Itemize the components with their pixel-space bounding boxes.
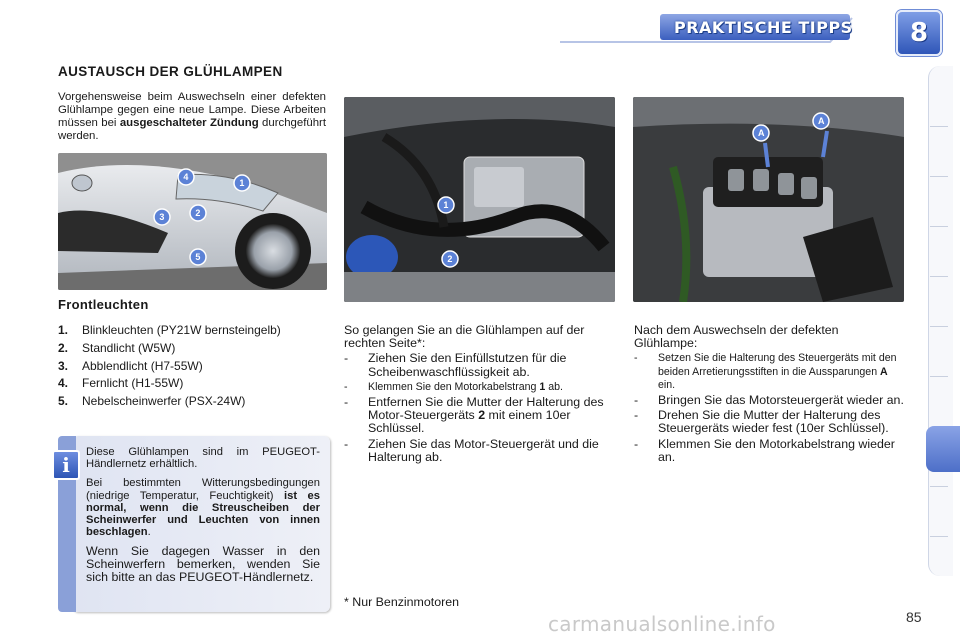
frontleuchten-title: Frontleuchten <box>58 297 149 312</box>
middle-steps <box>344 352 616 464</box>
step-item: - Klemmen Sie den Motorkabelstrang 1 ab. <box>344 380 563 393</box>
lamp-number: 3. <box>58 358 69 373</box>
svg-text:4: 4 <box>183 172 189 183</box>
info-paragraph-1: Diese Glühlampen sind im PEUGEOT-Händlernetz erhältlich. <box>86 446 320 471</box>
info-paragraph-3: Wenn Sie dagegen Wasser in den Scheinwerfern bemerken, wenden Sie sich bitte an das PEUGEOT-Händlernetz. <box>86 544 320 585</box>
rail-divider <box>930 126 948 127</box>
chapter-badge <box>896 10 942 56</box>
svg-text:2: 2 <box>195 208 201 219</box>
rail-divider <box>930 486 948 487</box>
info-text <box>86 446 320 591</box>
chapter-title: PRAKTISCHE TIPPS <box>674 18 853 37</box>
intro-tail: durchgeführt werden. <box>58 117 327 142</box>
step-item: - Bringen Sie das Motorsteuergerät wieder an. <box>634 393 904 408</box>
marker-a <box>813 113 829 129</box>
step-item: - Setzen Sie die Halterung des Steuergeräts mit den beiden Arretierungsstiften in die Aussparungen A ein. <box>634 352 897 391</box>
step-text: Klemmen Sie den Motorkabelstrang <box>368 380 540 393</box>
lamp-label: Fernlicht (H1-55W) <box>82 376 184 391</box>
rail-divider <box>930 326 948 327</box>
info-icon: i <box>52 450 80 480</box>
lamp-item <box>58 376 338 394</box>
rail-divider <box>930 226 948 227</box>
ecu-holder-photo <box>633 97 904 302</box>
engine-bay-photo <box>344 97 615 302</box>
marker-1 <box>438 197 454 213</box>
section-title: AUSTAUSCH DER GLÜHLAMPEN <box>58 64 283 79</box>
step-text: Entfernen Sie die Mutter der Halterung des Motor-Steuergeräts <box>368 395 604 423</box>
rail-divider <box>930 176 948 177</box>
step-text: Setzen Sie die Halterung des Steuergeräts mit den beiden Arretierungsstiften in die Aussparungen <box>658 352 897 378</box>
chapter-tab-rail <box>928 66 953 576</box>
info-p2-bold: ist es normal, wenn die Streuscheiben der Scheinwerfer und Leuchten von innen beschlagen <box>86 489 320 539</box>
rail-divider <box>930 376 948 377</box>
step-text: Ziehen Sie den Einfüllstutzen für die Scheibenwaschflüssigkeit ab. <box>368 351 567 379</box>
right-column <box>634 324 904 466</box>
step-item: - Ziehen Sie den Einfüllstutzen für die Scheibenwaschflüssigkeit ab. <box>344 351 567 379</box>
chapter-tab-active[interactable] <box>926 426 960 472</box>
svg-text:2: 2 <box>447 254 453 265</box>
lamp-item <box>58 394 338 412</box>
step-tail: ein. <box>658 378 676 391</box>
step-text: Bringen Sie das Motorsteuergerät wieder an. <box>658 393 904 408</box>
intro-bold: ausgeschalteter Zündung <box>119 117 259 129</box>
middle-intro: So gelangen Sie an die Glühlampen auf der rechten Seite*: <box>344 323 585 351</box>
svg-text:3: 3 <box>159 212 165 223</box>
step-item: - Drehen Sie die Mutter der Halterung des Steuergeräts wieder fest (10er Schlüssel). <box>634 408 889 436</box>
lamp-number: 2. <box>58 340 69 355</box>
intro-paragraph <box>58 91 326 143</box>
step-item: - Klemmen Sie den Motorkabelstrang wieder an. <box>634 436 895 464</box>
marker-3 <box>154 209 170 225</box>
info-paragraph-2 <box>86 477 320 538</box>
step-tail: mit einem 10er Schlüssel. <box>368 408 571 436</box>
info-p2-tail: . <box>147 526 151 539</box>
chapter-number: 8 <box>909 18 929 48</box>
rail-divider <box>930 276 948 277</box>
info-p2-text: Bei bestimmten Witterungsbedingungen (niedrige Temperatur, Feuchtigkeit) <box>86 477 320 502</box>
svg-text:A: A <box>758 128 765 139</box>
footnote: * Nur Benzinmotoren <box>344 595 460 609</box>
svg-text:A: A <box>818 116 825 127</box>
step-bold: 2 <box>478 408 486 423</box>
step-item: - Entfernen Sie die Mutter der Halterung des Motor-Steuergeräts 2 mit einem 10er Schlüssel. <box>344 395 604 436</box>
lamp-number: 4. <box>58 376 69 391</box>
step-item: - Ziehen Sie das Motor-Steuergerät und die Halterung ab. <box>344 436 599 464</box>
step-tail: ab. <box>545 380 563 393</box>
svg-text:5: 5 <box>195 252 201 263</box>
right-steps <box>634 352 904 464</box>
lamp-item <box>58 359 338 377</box>
page-number: 85 <box>906 609 922 625</box>
step-text: Ziehen Sie das Motor-Steuergerät und die Halterung ab. <box>368 436 599 464</box>
step-bold: 1 <box>539 380 546 393</box>
intro-text: Vorgehensweise beim Auswechseln einer defekten Glühlampe gegen eine neue Lampe. Diese Arbeiten müssen bei <box>58 91 326 129</box>
lamp-number: 5. <box>58 394 69 409</box>
lamp-label: Blinkleuchten (PY21W bernsteingelb) <box>82 323 281 337</box>
lamp-item <box>58 323 338 341</box>
lamp-item <box>58 341 338 359</box>
marker-a <box>753 125 769 141</box>
rail-divider <box>930 536 948 537</box>
right-intro: Nach dem Auswechseln der defekten Glühlampe: <box>634 323 839 351</box>
lamp-label: Standlicht (W5W) <box>82 340 176 355</box>
step-text: Drehen Sie die Mutter der Halterung des Steuergeräts wieder fest (10er Schlüssel). <box>658 408 889 436</box>
lamp-list <box>58 323 338 412</box>
step-text: Klemmen Sie den Motorkabelstrang wieder an. <box>658 436 895 464</box>
marker-5 <box>190 249 206 265</box>
svg-text:1: 1 <box>239 178 245 189</box>
marker-4 <box>178 169 194 185</box>
watermark: carmanualsonline.info <box>548 612 776 636</box>
lamp-number: 1. <box>58 323 69 337</box>
car-front-photo <box>58 153 327 290</box>
lamp-label: Nebelscheinwerfer (PSX-24W) <box>82 394 246 409</box>
svg-text:1: 1 <box>443 200 449 211</box>
middle-column <box>344 324 616 466</box>
marker-2 <box>442 251 458 267</box>
step-bold: A <box>880 365 888 378</box>
marker-2 <box>190 205 206 221</box>
lamp-label: Abblendlicht (H7-55W) <box>82 358 203 373</box>
marker-1 <box>234 175 250 191</box>
